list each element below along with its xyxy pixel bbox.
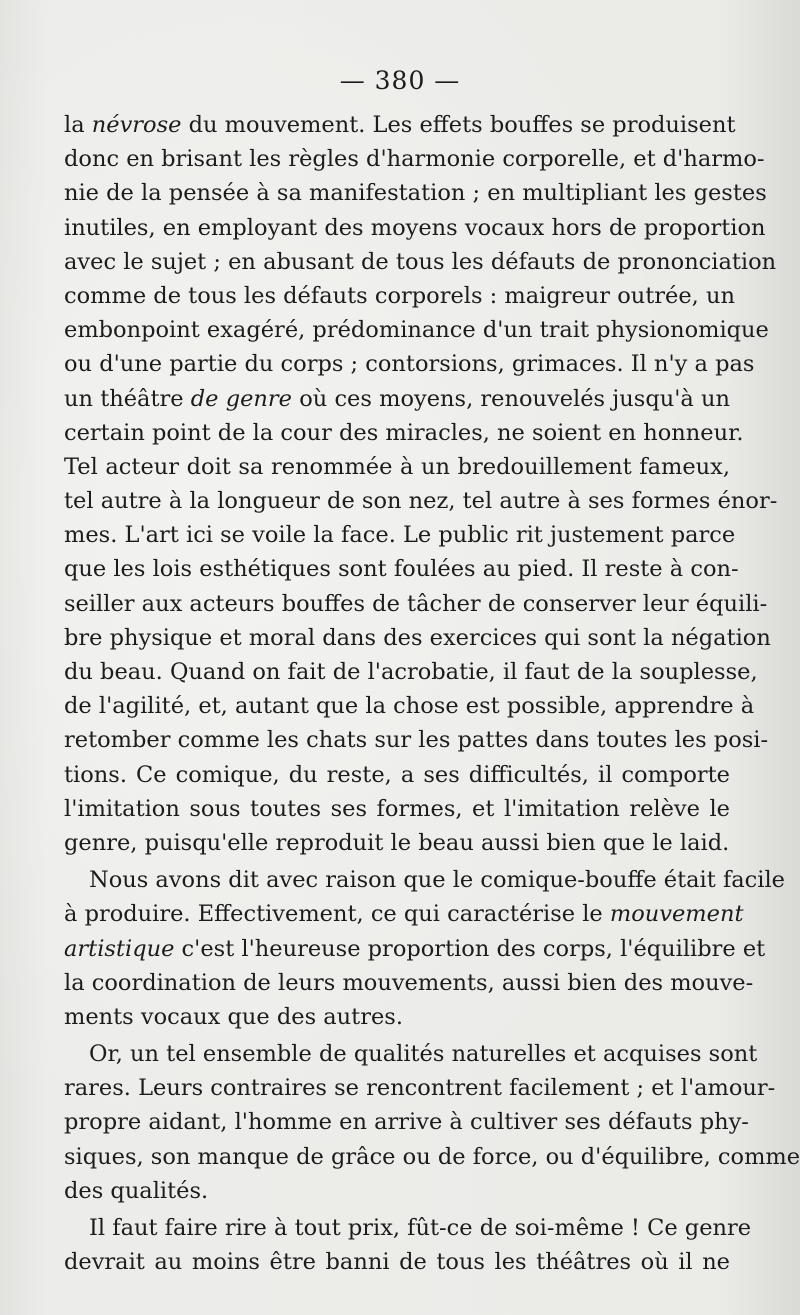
text-span: bre physique et moral dans des exercices qui sont la négation: [64, 624, 771, 651]
text-span: que les lois esthétiques sont foulées au pied. Il reste à con-: [64, 556, 739, 583]
text-span: des qualités.: [64, 1177, 209, 1204]
text-span: comme de tous les défauts corporels : maigreur outrée, un: [64, 282, 735, 309]
text-span: ou d'une partie du corps ; contorsions, grimaces. Il n'y a pas: [64, 351, 755, 378]
text-span: tions. Ce comique, du reste, a ses difficultés, il comporte: [64, 761, 730, 788]
text-span: Il faut faire rire à tout prix, fût-ce de soi-même ! Ce genre: [89, 1215, 752, 1241]
text-line: [64, 689, 755, 723]
text-line: [64, 587, 768, 621]
text-line: [64, 552, 739, 586]
text-line: [64, 826, 730, 860]
text-line: [64, 1071, 776, 1105]
text-span: tel autre à la longueur de son nez, tel autre à ses formes énor-: [64, 488, 778, 515]
text-span: retomber comme les chats sur les pattes dans toutes les posi-: [64, 727, 769, 754]
text-line: [64, 1105, 749, 1139]
text-span: inutiles, en employant des moyens vocaux hors de proportion: [64, 214, 766, 241]
text-span: Tel acteur doit sa renommée à un bredouillement fameux,: [64, 453, 730, 480]
text-span: devrait au moins être banni de tous les théâtres où il ne: [64, 1249, 730, 1276]
text-line: [64, 1140, 800, 1174]
text-span: embonpoint exagéré, prédominance d'un trait physionomique: [64, 317, 769, 344]
body-text: [64, 108, 800, 1279]
page-number: — 380 —: [339, 66, 461, 95]
text-line: [64, 932, 766, 966]
text-line: [64, 655, 758, 689]
text-line: [64, 347, 755, 381]
italic-text: artistique: [64, 935, 175, 962]
text-line: [64, 1000, 730, 1034]
text-line: [64, 1245, 730, 1279]
text-span: l'imitation sous toutes ses formes, et l'imitation relève le: [64, 795, 730, 822]
text-line: [64, 723, 769, 757]
text-line: [64, 1174, 730, 1208]
text-line: [64, 966, 754, 1000]
text-line: [64, 450, 730, 484]
text-line: [64, 245, 777, 279]
text-line: [64, 279, 735, 313]
text-span: avec le sujet ; en abusant de tous les défauts de prononciation: [64, 248, 777, 275]
text-span: à produire. Effectivement, ce qui caractérise le: [64, 901, 610, 928]
text-span: propre aidant, l'homme en arrive à cultiver ses défauts phy-: [64, 1109, 749, 1136]
text-span: c'est l'heureuse proportion des corps, l'équilibre et: [174, 935, 766, 962]
text-line: [64, 1211, 752, 1245]
text-line: [64, 382, 730, 416]
text-line: [64, 142, 765, 176]
text-span: certain point de la cour des miracles, ne soient en honneur.: [64, 419, 744, 446]
text-span: siques, son manque de grâce ou de force, ou d'équilibre, comme: [64, 1143, 800, 1170]
text-line: [64, 518, 736, 552]
text-span: mes. L'art ici se voile la face. Le public rit justement parce: [64, 522, 736, 549]
text-line: [64, 416, 744, 450]
text-span: genre, puisqu'elle reproduit le beau aussi bien que le laid.: [64, 829, 730, 856]
italic-text: mouvement: [609, 901, 744, 928]
text-line: [64, 897, 744, 931]
italic-text: névrose: [91, 112, 182, 138]
text-line: [64, 1037, 758, 1071]
text-line: [64, 621, 771, 655]
text-line: [64, 484, 778, 518]
text-span: de l'agilité, et, autant que la chose est possible, apprendre à: [64, 693, 755, 720]
text-line: [64, 863, 785, 897]
text-span: nie de la pensée à sa manifestation ; en multipliant les gestes: [64, 180, 767, 207]
text-span: Nous avons dit avec raison que le comique-bouffe était facile: [89, 867, 785, 894]
text-span: donc en brisant les règles d'harmonie corporelle, et d'harmo-: [64, 146, 765, 173]
text-line: [64, 211, 766, 245]
text-line: [64, 758, 730, 792]
text-span: du beau. Quand on fait de l'acrobatie, il faut de la souplesse,: [64, 659, 758, 685]
text-span: ments vocaux que des autres.: [64, 1003, 403, 1030]
text-line: [64, 792, 730, 826]
text-span: où ces moyens, renouvelés jusqu'à un: [292, 385, 731, 412]
text-line: [64, 313, 769, 347]
text-span: seiller aux acteurs bouffes de tâcher de conserver leur équili-: [64, 590, 768, 617]
italic-text: de genre: [190, 385, 292, 412]
text-span: un théâtre: [64, 385, 191, 412]
text-line: [64, 108, 736, 142]
text-span: rares. Leurs contraires se rencontrent facilement ; et l'amour-: [64, 1075, 776, 1102]
text-span: Or, un tel ensemble de qualités naturelles et acquises sont: [89, 1041, 758, 1068]
text-span: la coordination de leurs mouvements, aussi bien des mouve-: [64, 969, 754, 996]
text-line: [64, 176, 767, 210]
text-span: la: [64, 112, 92, 138]
text-span: du mouvement. Les effets bouffes se produisent: [181, 112, 736, 138]
